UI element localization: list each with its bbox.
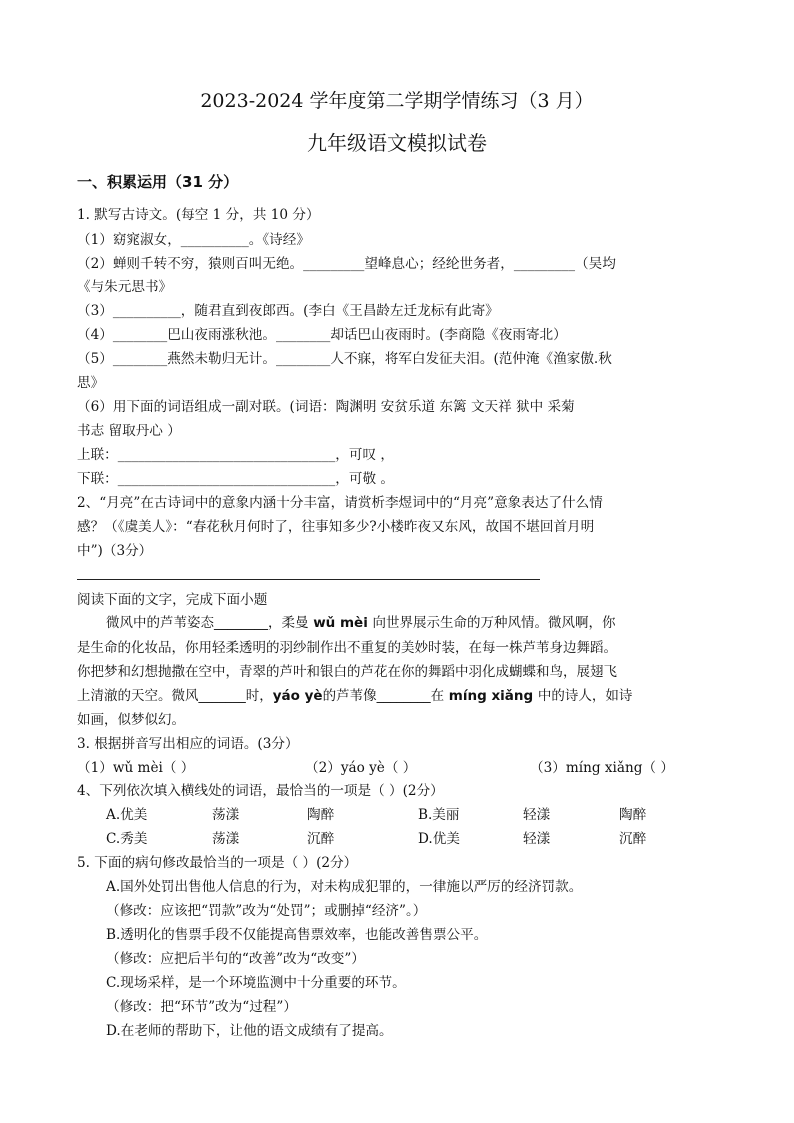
q5-option-d: D.在老师的帮助下，让他的语文成绩有了提高。	[106, 1023, 393, 1039]
q3-item-2: （2）yáo yè（ ）	[305, 760, 417, 776]
q5-option-b: B.透明化的售票手段不仅能提高售票效率，也能改善售票公平。	[106, 927, 488, 943]
q1-item-2: （2）蝉则千转不穷，猿则百叫无绝。_________望峰息心；经纶世务者，_________（吴均	[77, 256, 616, 272]
q5-option-c: C.现场采样，是一个环境监测中十分重要的环节。	[106, 975, 406, 991]
q5-option-c-fix: （修改：把“环节”改为“过程”）	[106, 999, 297, 1015]
q4-option-d: D.优美	[418, 831, 460, 847]
q3-item-1: （1）wǔ mèi（ ）	[77, 760, 195, 776]
q5-option-a-fix: （修改：应该把“罚款”改为“处罚”；或删掉“经济”。）	[106, 903, 427, 919]
q1-item-1: （1）窈窕淑女，__________。《诗经》	[77, 232, 310, 248]
exam-title: 2023-2024 学年度第二学期学情练习（3 月）	[200, 90, 594, 112]
passage-line-2: 是生命的化妆品，你用轻柔透明的羽纱制作出不重复的美妙时装，在每一株芦苇身边舞蹈。	[77, 640, 617, 656]
q4-option-c-word-3: 沉醉	[307, 831, 335, 847]
q1-item-5: （5）________燕然未勒归无计。________人不寐，将军白发征夫泪。(范仲淹《渔家傲.秋	[77, 351, 612, 367]
passage-line-5: 如画，似梦似幻。	[77, 712, 185, 728]
q1-item-3: （3）__________，随君直到夜郎西。(李白《王昌龄左迁龙标有此寄》	[77, 303, 499, 319]
passage-line-1: 微风中的芦苇姿态________，柔曼 wǔ mèi 向世界展示生命的万种风情。微风啊，你	[106, 615, 616, 631]
q5-option-b-fix: （修改：应把后半句的“改善”改为“改变”）	[106, 951, 365, 967]
exam-subtitle: 九年级语文模拟试卷	[307, 131, 487, 155]
couplet-first-line: 上联：________________________________，可叹 ，	[77, 447, 394, 463]
q4-option-c-word-2: 荡漾	[212, 831, 240, 847]
q3-stem: 3. 根据拼音写出相应的词语。(3分）	[77, 736, 299, 752]
q3-item-3: （3）míng xiǎng（ ）	[530, 760, 674, 776]
q2-stem-2: 感？（《虞美人》：“春花秋月何时了，往事知多少?小楼昨夜又东风，故国不堪回首月明	[77, 519, 595, 535]
reading-intro: 阅读下面的文字，完成下面小题	[77, 592, 268, 608]
q1-stem: 1. 默写古诗文。(每空 1 分，共 10 分）	[77, 207, 320, 223]
passage-line-3: 你把梦和幻想抛撒在空中，青翠的芦叶和银白的芦花在你的舞蹈中羽化成蝴蝶和鸟，展翅飞	[77, 664, 617, 680]
q4-option-d-word-3: 沉醉	[619, 831, 647, 847]
q1-item-6-cont: 书志 留取丹心 ）	[77, 423, 181, 439]
q1-item-4: （4）________巴山夜雨涨秋池。________却话巴山夜雨时。(李商隐《夜雨寄北）	[77, 327, 567, 343]
passage-line-4: 上清澈的天空。微风_______时，yáo yè的芦苇像________在 míng xiǎng 中的诗人，如诗	[77, 688, 633, 704]
couplet-second-line: 下联：________________________________，可敬 。	[77, 471, 394, 487]
q4-option-d-word-2: 轻漾	[523, 831, 551, 847]
q4-option-a-word-2: 荡漾	[212, 807, 240, 823]
q4-option-b-word-3: 陶醉	[619, 807, 647, 823]
q2-stem-1: 2、“月亮”在古诗词中的意象内涵十分丰富，请赏析李煜词中的“月亮”意象表达了什么情	[77, 495, 603, 511]
q5-option-a: A.国外处罚出售他人信息的行为，对未构成犯罪的，一律施以严厉的经济罚款。	[106, 879, 583, 895]
q4-option-a: A.优美	[106, 807, 148, 823]
q4-option-b: B.美丽	[418, 807, 460, 823]
q4-option-c: C.秀美	[106, 831, 148, 847]
q1-item-2-cont: 《与朱元思书》	[77, 279, 173, 295]
section-heading: 一、积累运用（31 分）	[77, 173, 239, 191]
q2-stem-3: 中”)（3分）	[77, 543, 153, 559]
q5-stem: 5. 下面的病句修改最恰当的一项是（ ）(2分）	[77, 855, 358, 871]
q4-option-a-word-3: 陶醉	[307, 807, 335, 823]
q4-stem: 4、下列依次填入横线处的词语，最恰当的一项是（ ）(2分）	[77, 783, 444, 799]
q1-item-6: （6）用下面的词语组成一副对联。(词语：陶渊明 安贫乐道 东篱 文天祥 狱中 采菊	[77, 399, 575, 415]
q4-option-b-word-2: 轻漾	[523, 807, 551, 823]
q1-item-5-cont: 思》	[77, 375, 105, 391]
answer-line	[77, 579, 540, 580]
